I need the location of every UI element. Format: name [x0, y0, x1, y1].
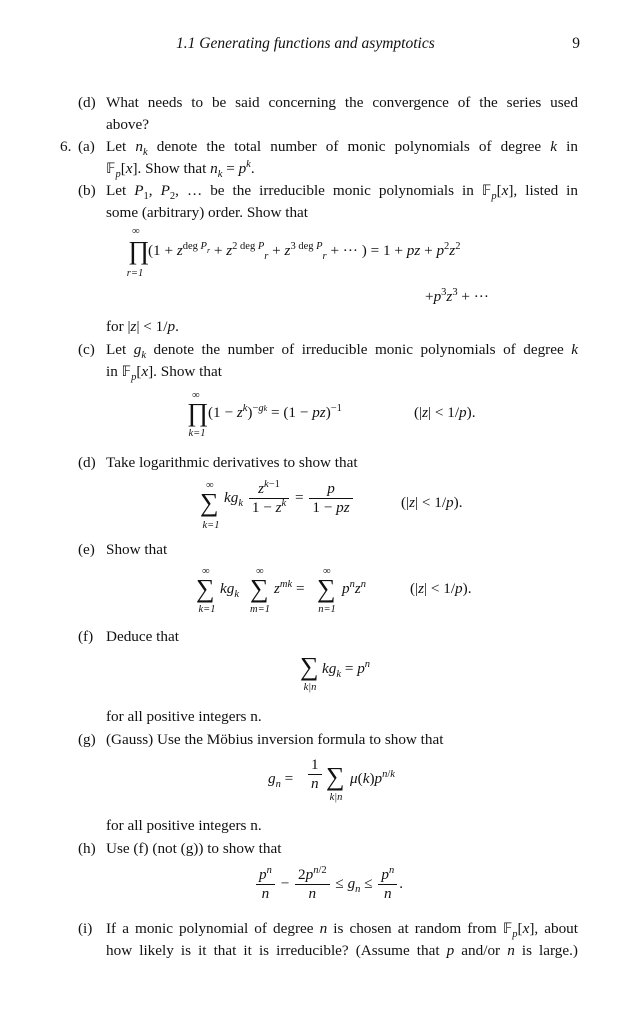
equation-f: ∑ k|n $kg_k = p^n$	[300, 652, 371, 693]
item-label: (b)	[78, 182, 96, 199]
equation-c: ∞ ∏ k=1 $(1 - z^k)^{-gk} = (1 - pz)^{-1}$ (|z| < 1/p).	[187, 390, 476, 439]
text-line: If a monic polynomial of degree n is chosen at random from 𝔽$_p$[x], about	[106, 920, 578, 940]
text-line: for all positive integers n.	[106, 817, 262, 834]
text-line: for all positive integers n.	[106, 708, 262, 725]
equation-e: ∞ ∑ k=1 $kg_k$ ∞ ∑ m=1 $z^{mk}$ = ∞ ∑ n=1 $p^nz^n$ (|z| < 1/p).	[196, 566, 472, 615]
item-text	[106, 539, 578, 561]
item-text	[106, 92, 578, 136]
problem-number: 6.	[60, 138, 72, 155]
running-header	[60, 33, 580, 55]
item-label: (f)	[78, 628, 94, 645]
running-title: 1.1 Generating functions and asymptotics	[176, 35, 435, 52]
item-text	[106, 180, 578, 224]
item-label: (d)	[78, 454, 96, 471]
text-line: Let $P_1$, $P_2$, … be the irreducible monic polynomials in 𝔽$_p$[x], listed in	[106, 182, 578, 202]
text-line: in 𝔽$_p$[x]. Show that	[106, 363, 222, 383]
text-line: Use (f) (not (g)) to show that	[106, 840, 282, 857]
equation-h: $\frac{p^n}{n}$ − $\frac{2p^{n/2}}{n}$ ≤ $g_n$ ≤ $\frac{p^n}{n}$ .	[254, 866, 403, 903]
item-text	[106, 626, 578, 648]
item-text	[106, 339, 578, 383]
text-line: 𝔽$_p$[x]. Show that $n_k = p^k$.	[106, 159, 255, 180]
item-text	[106, 136, 578, 180]
text-line: (Gauss) Use the Möbius inversion formula to show that	[106, 731, 444, 748]
item-label: (d)	[78, 94, 96, 111]
text-line: Take logarithmic derivatives to show that	[106, 454, 358, 471]
text-line: Let $g_k$ denote the number of irreducible monic polynomials of degree k	[106, 341, 578, 361]
equation-b-continued: $+p^3z^3$ + ···	[425, 287, 489, 305]
text-line: What needs to be said concerning the convergence of the series used	[106, 94, 578, 111]
text-line: how likely is it that it is irreducible? (Assume that p and/or n is large.)	[106, 942, 578, 959]
item-text	[106, 452, 578, 474]
text-line: Let $n_k$ denote the total number of monic polynomials of degree k in	[106, 138, 578, 158]
text-line: above?	[106, 116, 150, 133]
item-label: (a)	[78, 138, 95, 155]
item-text	[106, 729, 578, 751]
item-label: (h)	[78, 840, 96, 857]
item-label: (e)	[78, 541, 95, 558]
text-line: Show that	[106, 541, 168, 558]
page-number: 9	[572, 35, 580, 52]
text-line: Deduce that	[106, 628, 179, 645]
item-text	[106, 918, 578, 962]
equation-b: ∞ ∏ r=1 ($1 + z^{deg P_r} + z^{2 deg P}_r + z^{3 deg P}_r$ + ··· ) = 1 + pz + $p^2z^2$	[126, 226, 461, 279]
item-label: (g)	[78, 731, 96, 748]
equation-d: ∞ ∑ k=1 $kg_k$ $\frac{z^{k-1}}{1 - z^k}$ = $\frac{p}{1 - pz}$ (|z| < 1/p).	[200, 479, 463, 531]
text-line: some (arbitrary) order. Show that	[106, 204, 309, 221]
equation-g: $g_n$ = $\frac{1}{n}$ ∑ k|n $\mu(k)p^{n/k}$	[268, 756, 395, 803]
text-line: for |z| < 1/p.	[106, 318, 179, 335]
item-text	[106, 838, 578, 860]
item-label: (i)	[78, 920, 93, 937]
item-label: (c)	[78, 341, 95, 358]
